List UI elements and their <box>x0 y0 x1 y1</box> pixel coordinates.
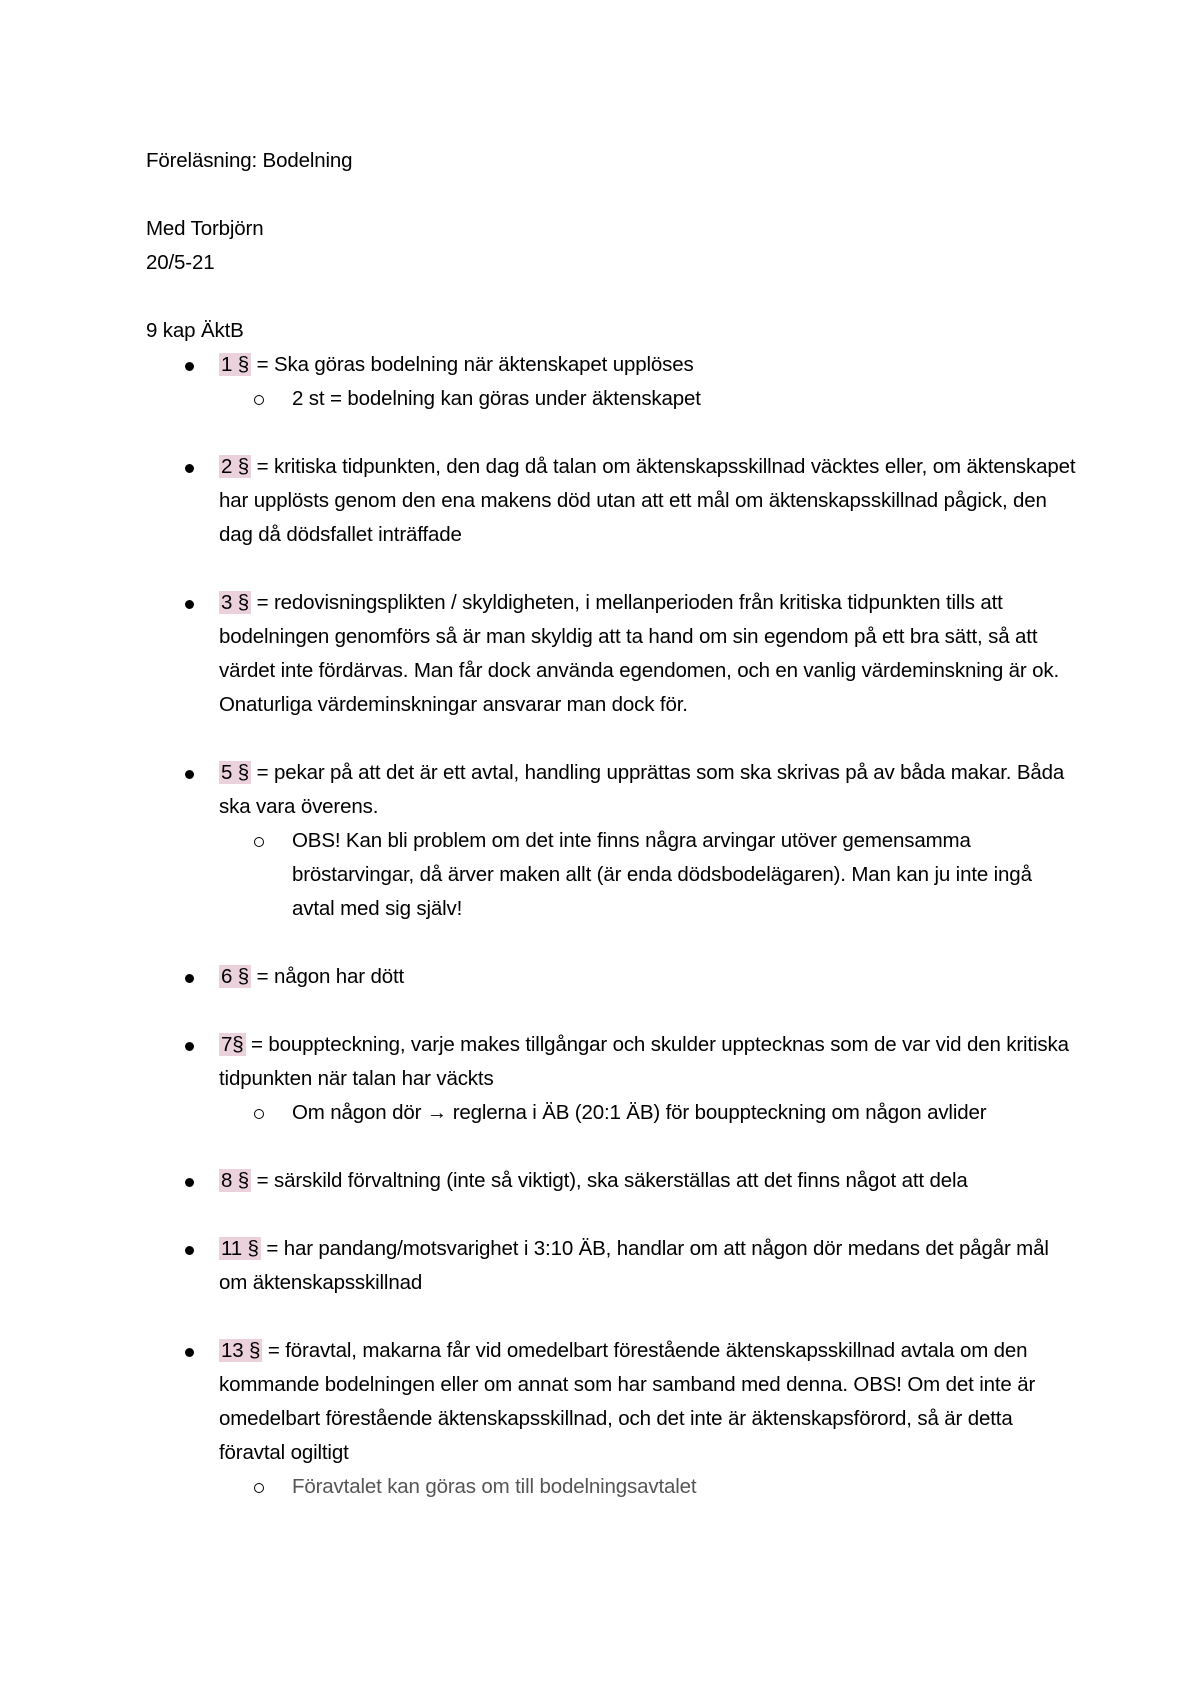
list-item <box>146 960 1076 994</box>
section-ref: 5 § <box>221 761 250 784</box>
sub-list <box>219 1096 1076 1130</box>
item-text: = redovisningsplikten / skyldigheten, i mellanperioden från kritiska tidpunkten tills att bodelningen genomförs så är man skyldig att ta hand om sin egendom på ett bra sätt, så att värdet inte fördärvas. Man får dock använda egendomen, och en vanlig värdeminskning är ok. Onaturliga värdeminskningar ansvarar man dock för. <box>219 591 1060 716</box>
section-ref: 1 § <box>221 353 250 376</box>
list-item <box>146 1334 1076 1504</box>
sub-list <box>219 824 1076 926</box>
document-title: Föreläsning: Bodelning <box>146 149 353 172</box>
section-list <box>146 348 1076 1504</box>
list-item <box>146 586 1076 722</box>
item-text: = särskild förvaltning (inte så viktigt), ska säkerställas att det finns något att dela <box>251 1169 968 1192</box>
list-item <box>146 1164 1076 1198</box>
item-text: = Ska göras bodelning när äktenskapet upplöses <box>251 353 694 376</box>
lecturer: Med Torbjörn <box>146 217 264 240</box>
section-ref: 11 § <box>221 1237 259 1260</box>
sub-list-item: Föravtalet kan göras om till bodelningsavtalet <box>219 1470 1076 1504</box>
item-text: = har pandang/motsvarighet i 3:10 ÄB, handlar om att någon dör medans det pågår mål om äktenskapsskillnad <box>219 1237 1049 1294</box>
document-body <box>146 144 1076 1504</box>
sub-list <box>219 382 1076 416</box>
date: 20/5-21 <box>146 251 215 274</box>
section-ref: 2 § <box>221 455 250 478</box>
chapter-heading: 9 kap ÄktB <box>146 319 244 342</box>
section-ref: 13 § <box>221 1339 261 1362</box>
item-text: = kritiska tidpunkten, den dag då talan om äktenskapsskillnad väcktes eller, om äktenskapet har upplösts genom den ena makens död utan att ett mål om äktenskapsskillnad pågick, den dag då dödsfallet inträffade <box>219 455 1076 546</box>
section-ref: 3 § <box>221 591 250 614</box>
list-item <box>146 756 1076 926</box>
sub-list-item: OBS! Kan bli problem om det inte finns några arvingar utöver gemensamma bröstarvingar, då ärver maken allt (är enda dödsbodelägaren). Man kan ju inte ingå avtal med sig själv! <box>219 824 1076 926</box>
item-text: = bouppteckning, varje makes tillgångar och skulder upptecknas som de var vid den kritiska tidpunkten när talan har väckts <box>219 1033 1069 1090</box>
item-text: = pekar på att det är ett avtal, handling upprättas som ska skrivas på av båda makar. Båda ska vara överens. <box>219 761 1065 818</box>
list-item <box>146 1028 1076 1130</box>
section-ref: 7§ <box>221 1033 244 1056</box>
item-text: = någon har dött <box>251 965 405 988</box>
section-ref: 6 § <box>221 965 250 988</box>
sub-list-item: Om någon dör → reglerna i ÄB (20:1 ÄB) för bouppteckning om någon avlider <box>219 1096 1076 1130</box>
list-item <box>146 1232 1076 1300</box>
section-ref: 8 § <box>221 1169 250 1192</box>
sub-list <box>219 1470 1076 1504</box>
item-text: = föravtal, makarna får vid omedelbart förestående äktenskapsskillnad avtala om den kommande bodelningen eller om annat som har samband med denna. OBS! Om det inte är omedelbart förestående äktenskapsskillnad, och det inte är äktenskapsförord, så är detta föravtal ogiltigt <box>219 1339 1036 1464</box>
sub-list-item: 2 st = bodelning kan göras under äktenskapet <box>219 382 1076 416</box>
list-item <box>146 450 1076 552</box>
list-item <box>146 348 1076 416</box>
